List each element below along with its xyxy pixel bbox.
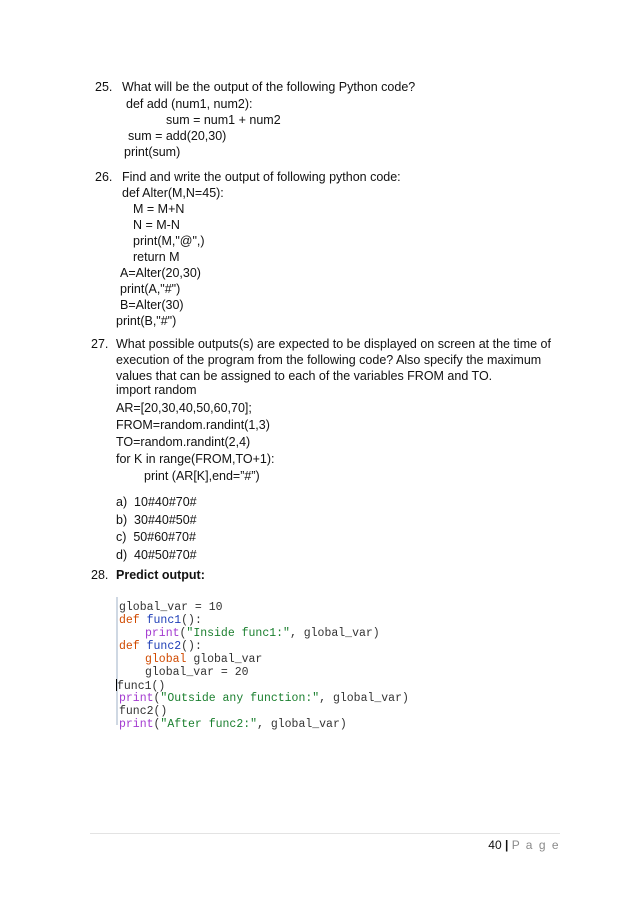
q28-number: 28. — [91, 568, 109, 582]
code-line-3: print("Inside func1:", global_var) — [145, 627, 380, 640]
code-text: (): — [181, 640, 202, 653]
footer-separator: | — [504, 838, 509, 852]
q27-code-line: TO=random.randint(2,4) — [116, 435, 251, 449]
q27-code-line: print (AR[K],end=”#”) — [144, 469, 260, 483]
code-line-1 — [119, 601, 223, 615]
q25-number: 25. — [95, 80, 113, 94]
q26-code-line: print(M,"@",) — [133, 234, 205, 248]
q26-code-line: N = M-N — [133, 218, 180, 232]
q27-number: 27. — [91, 337, 109, 351]
code-builtin: print — [119, 692, 154, 705]
code-function-name: func1 — [146, 614, 182, 627]
q27-question-line: What possible outputs(s) are expected to be displayed on screen at the time of — [116, 337, 551, 351]
q27-option-b: b) 30#40#50# — [116, 513, 197, 527]
code-builtin: print — [145, 627, 180, 640]
code-line-9 — [119, 705, 167, 719]
q26-code-line: return M — [133, 250, 180, 264]
page-number: 40 — [488, 838, 502, 852]
footer-divider — [90, 833, 560, 834]
page-footer — [480, 838, 560, 852]
code-line-2 — [119, 614, 202, 628]
q25-question: What will be the output of the following Python code? — [122, 80, 416, 94]
q26-code-line: def Alter(M,N=45): — [122, 186, 224, 200]
q26-code-line: print(A,"#") — [120, 282, 181, 296]
q27-code-line: import random — [116, 383, 197, 397]
code-line-6 — [145, 666, 249, 680]
q26-code-line: print(B,"#") — [116, 314, 177, 328]
code-text: global_var — [186, 653, 263, 666]
code-text: func2() — [119, 705, 168, 718]
q25-code-line: sum = num1 + num2 — [166, 113, 281, 127]
q26-question: Find and write the output of following python code: — [122, 170, 401, 184]
code-string: "After func2:" — [160, 718, 258, 731]
q26-number: 26. — [95, 170, 113, 184]
q27-option-c: c) 50#60#70# — [116, 530, 196, 544]
q26-code-line: M = M+N — [133, 202, 185, 216]
code-string: "Inside func1:" — [186, 627, 290, 640]
code-function-name: func2 — [146, 640, 182, 653]
code-text: , global_var) — [257, 718, 347, 731]
q27-option-a: a) 10#40#70# — [116, 495, 197, 509]
code-text: global_var = 10 — [119, 601, 223, 614]
q25-code-line: print(sum) — [124, 145, 181, 159]
code-text: func1() — [117, 680, 166, 693]
code-string: "Outside any function:" — [160, 692, 320, 705]
code-keyword: def — [119, 640, 140, 653]
page-label: P a g e — [511, 838, 560, 852]
code-builtin: print — [119, 718, 154, 731]
code-text: (): — [181, 614, 202, 627]
code-text: global_var = 20 — [145, 666, 249, 679]
q25-code-line: sum = add(20,30) — [128, 129, 227, 143]
code-gutter-line — [116, 597, 118, 725]
code-text: , global_var) — [319, 692, 409, 705]
code-text: , global_var) — [289, 627, 380, 640]
code-keyword: global — [145, 653, 187, 666]
code-line-8: print("Outside any function:", global_var) — [119, 692, 409, 705]
code-line-10: print("After func2:", global_var) — [119, 718, 347, 731]
code-line-5 — [145, 653, 262, 667]
q26-code-line: B=Alter(30) — [120, 298, 184, 312]
q25-code-line: def add (num1, num2): — [126, 97, 253, 111]
q27-question-line: values that can be assigned to each of the variables FROM and TO. — [116, 369, 493, 383]
q27-code-line: for K in range(FROM,TO+1): — [116, 452, 275, 466]
q28-label: Predict output: — [116, 568, 205, 582]
code-line-4 — [119, 640, 202, 654]
code-keyword: def — [119, 614, 140, 627]
q27-question-line: execution of the program from the following code? Also specify the maximum — [116, 353, 542, 367]
q27-code-line: FROM=random.randint(1,3) — [116, 418, 270, 432]
q27-code-line: AR=[20,30,40,50,60,70]; — [116, 401, 252, 415]
q26-code-line: A=Alter(20,30) — [120, 266, 201, 280]
q27-option-d: d) 40#50#70# — [116, 548, 197, 562]
